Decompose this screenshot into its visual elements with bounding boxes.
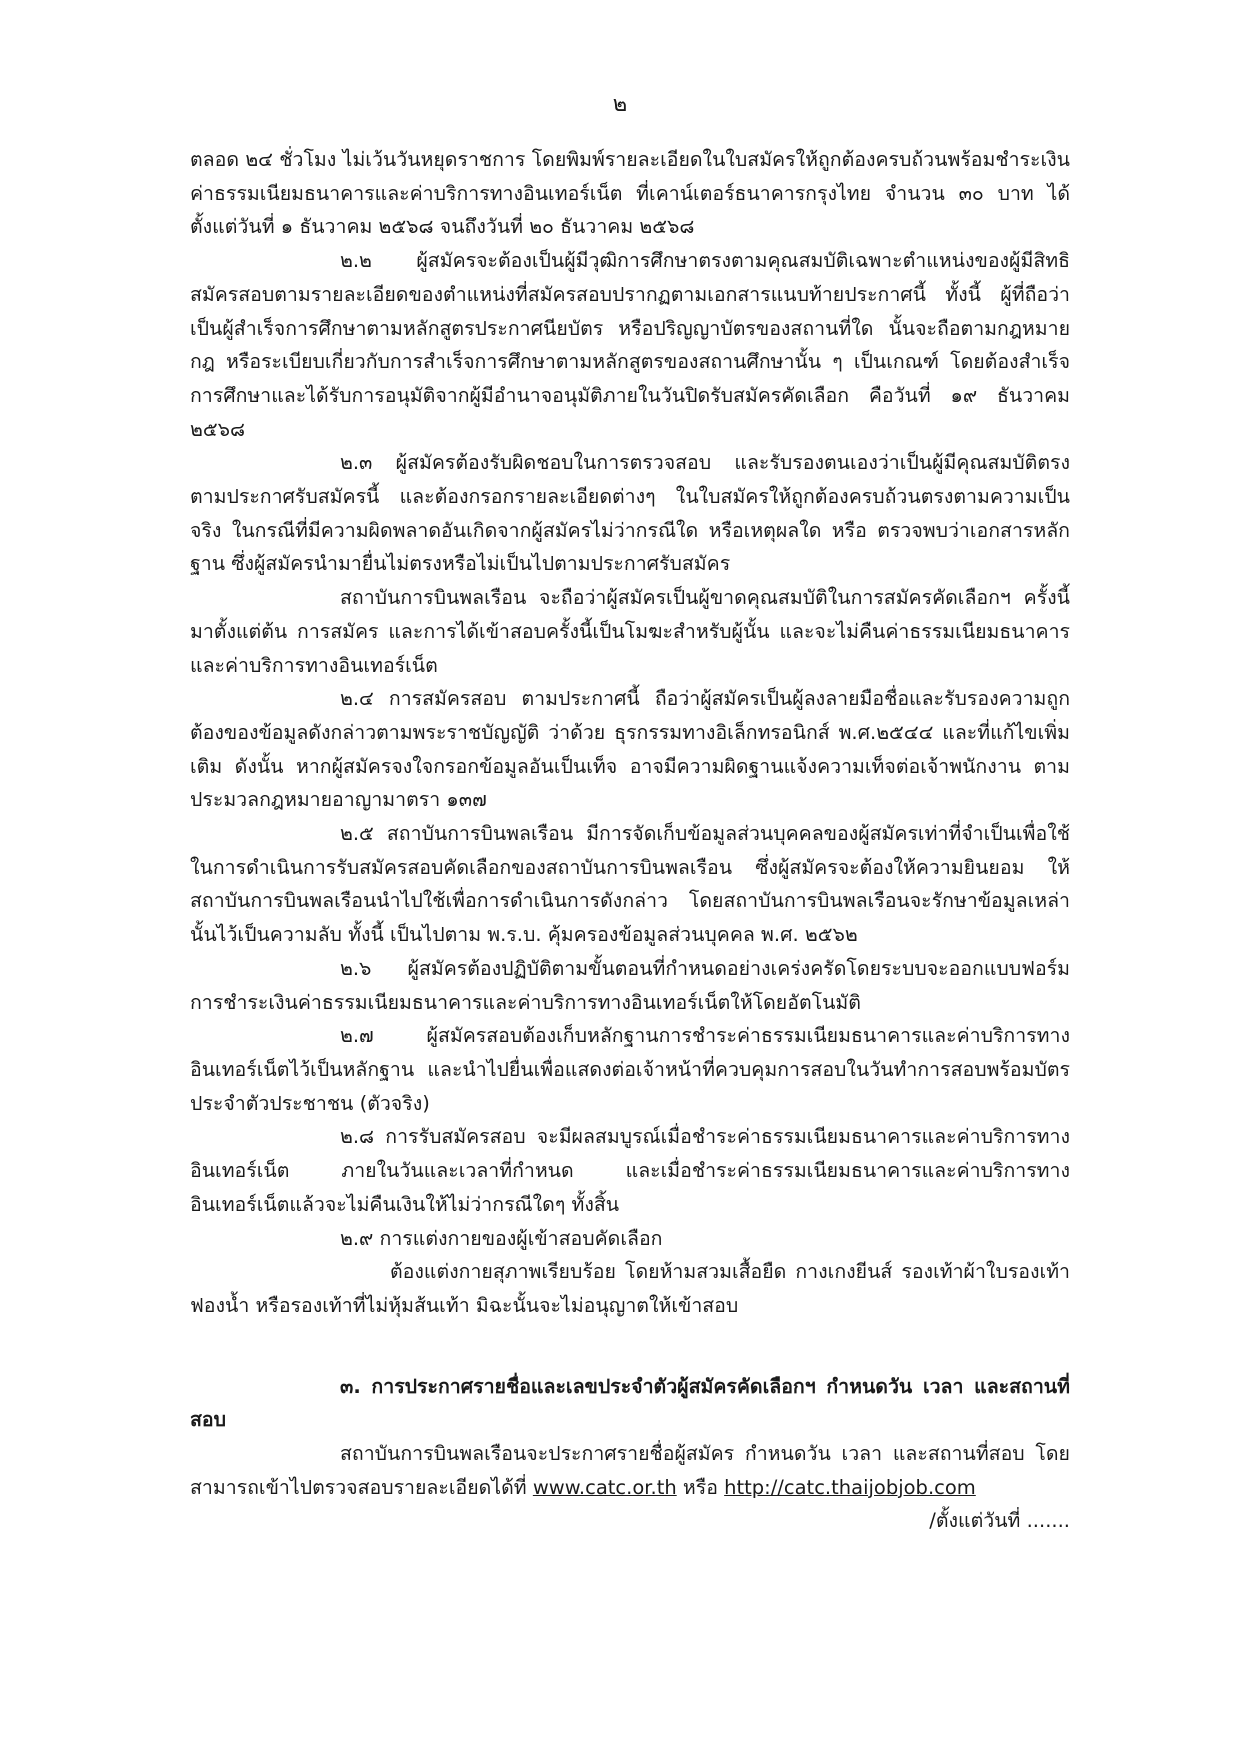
clause-2-3-consequence: สถาบันการบินพลเรือน จะถือว่าผู้สมัครเป็นผู้ขาดคุณสมบัติในการสมัครคัดเลือกฯ ครั้งนี้มาตั้งแต่ต้น การสมัคร และการได้เข้าสอบครั้งนี้เป็นโมฆะสำหรับผู้นั้น และจะไม่คืนค่าธรรมเนียมธนาคารและค่าบริการทางอินเทอร์เน็ต	[190, 586, 1070, 677]
clause-2-9: ๒.๙ การแต่งกายของผู้เข้าสอบคัดเลือก	[340, 1226, 663, 1250]
clause-2-6: ๒.๖ ผู้สมัครต้องปฏิบัติตามขั้นตอนที่กำหนดอย่างเคร่งครัดโดยระบบจะออกแบบฟอร์มการชำระเงินค่าธรรมเนียมธนาคารและค่าบริการทางอินเทอร์เน็ตให้โดยอัตโนมัติ	[190, 956, 1070, 1014]
clause-2-8: ๒.๘ การรับสมัครสอบ จะมีผลสมบูรณ์เมื่อชำระค่าธรรมเนียมธนาคารและค่าบริการทางอินเทอร์เน็ต ภายในวันและเวลาที่กำหนด และเมื่อชำระค่าธรรมเนียมธนาคารและค่าบริการทางอินเทอร์เน็ตแล้วจะไม่คืนเงินให้ไม่ว่ากรณีใดๆ ทั้งสิ้น	[190, 1125, 1070, 1216]
section-3-body	[190, 1437, 1070, 1504]
section-3-heading: ๓. การประกาศรายชื่อและเลขประจำตัวผู้สมัครคัดเลือกฯ กำหนดวัน เวลา และสถานที่สอบ	[190, 1374, 1070, 1432]
section-3-text: สถาบันการบินพลเรือนจะประกาศรายชื่อผู้สมัคร กำหนดวัน เวลา และสถานที่สอบ โดยสามารถเข้าไปตรวจสอบรายละเอียดได้ที่	[190, 1442, 1070, 1499]
clause-2-2: ๒.๒ ผู้สมัครจะต้องเป็นผู้มีวุฒิการศึกษาตรงตามคุณสมบัติเฉพาะตำแหน่งของผู้มีสิทธิสมัครสอบตามรายละเอียดของตำแหน่งที่สมัครสอบปรากฏตามเอกสารแนบท้ายประกาศนี้ ทั้งนี้ ผู้ที่ถือว่าเป็นผู้สำเร็จการศึกษาตามหลักสูตรประกาศนียบัตร หรือปริญญาบัตรของสถานที่ใด นั้นจะถือตามกฎหมาย กฎ หรือระเบียบเกี่ยวกับการสำเร็จการศึกษาตามหลักสูตรของสถานศึกษานั้น ๆ เป็นเกณฑ์ โดยต้องสำเร็จการศึกษาและได้รับการอนุมัติจากผู้มีอำนาจอนุมัติภายในวันปิดรับสมัครคัดเลือก คือวันที่ ๑๙ ธันวาคม ๒๕๖๘	[190, 249, 1070, 441]
thaijobjob-link[interactable]: http://catc.thaijobjob.com	[724, 1475, 976, 1499]
catc-website-link[interactable]: www.catc.or.th	[532, 1475, 677, 1499]
clause-2-7: ๒.๗ ผู้สมัครสอบต้องเก็บหลักฐานการชำระค่าธรรมเนียมธนาคารและค่าบริการทางอินเทอร์เน็ตไว้เป็นหลักฐาน และนำไปยื่นเพื่อแสดงต่อเจ้าหน้าที่ควบคุมการสอบในวันทำการสอบพร้อมบัตรประจำตัวประชาชน (ตัวจริง)	[190, 1024, 1070, 1115]
intro-paragraph: ตลอด ๒๔ ชั่วโมง ไม่เว้นวันหยุดราชการ โดยพิมพ์รายละเอียดในใบสมัครให้ถูกต้องครบถ้วนพร้อมชำระเงินค่าธรรมเนียมธนาคารและค่าบริการทางอินเทอร์เน็ต ที่เคาน์เตอร์ธนาคารกรุงไทย จำนวน ๓๐ บาท ได้ตั้งแต่วันที่ ๑ ธันวาคม ๒๕๖๘ จนถึงวันที่ ๒๐ ธันวาคม ๒๕๖๘	[190, 148, 1070, 239]
clause-2-4: ๒.๔ การสมัครสอบ ตามประกาศนี้ ถือว่าผู้สมัครเป็นผู้ลงลายมือชื่อและรับรองความถูกต้องของข้อมูลดังกล่าวตามพระราชบัญญัติ ว่าด้วย ธุรกรรมทางอิเล็กทรอนิกส์ พ.ศ.๒๕๔๔ และที่แก้ไขเพิ่มเติม ดังนั้น หากผู้สมัครจงใจกรอกข้อมูลอันเป็นเท็จ อาจมีความผิดฐานแจ้งความเท็จต่อเจ้าพนักงาน ตามประมวลกฎหมายอาญามาตรา ๑๓๗	[190, 687, 1070, 812]
document-body	[190, 143, 1070, 1538]
clause-2-3: ๒.๓ ผู้สมัครต้องรับผิดชอบในการตรวจสอบ และรับรองตนเองว่าเป็นผู้มีคุณสมบัติตรงตามประกาศรับสมัครนี้ และต้องกรอกรายละเอียดต่างๆ ในใบสมัครให้ถูกต้องครบถ้วนตรงตามความเป็นจริง ในกรณีที่มีความผิดพลาดอันเกิดจากผู้สมัครไม่ว่ากรณีใด หรือเหตุผลใด หรือ ตรวจพบว่าเอกสารหลักฐาน ซึ่งผู้สมัครนำมายื่นไม่ตรงหรือไม่เป็นไปตามประกาศรับสมัคร	[190, 451, 1070, 576]
link-separator: หรือ	[676, 1475, 725, 1499]
continuation-marker: /ตั้งแต่วันที่ .......	[929, 1509, 1070, 1533]
clause-2-5: ๒.๕ สถาบันการบินพลเรือน มีการจัดเก็บข้อมูลส่วนบุคคลของผู้สมัครเท่าที่จำเป็นเพื่อใช้ในการดำเนินการรับสมัครสอบคัดเลือกของสถาบันการบินพลเรือน ซึ่งผู้สมัครจะต้องให้ความยินยอม ให้สถาบันการบินพลเรือนนำไปใช้เพื่อการดำเนินการดังกล่าว โดยสถาบันการบินพลเรือนจะรักษาข้อมูลเหล่านั้นไว้เป็นความลับ ทั้งนี้ เป็นไปตาม พ.ร.บ. คุ้มครองข้อมูลส่วนบุคคล พ.ศ. ๒๕๖๒	[190, 822, 1070, 947]
clause-2-9-dress-code: ต้องแต่งกายสุภาพเรียบร้อย โดยห้ามสวมเสื้อยืด กางเกงยีนส์ รองเท้าผ้าใบรองเท้าฟองน้ำ หรือรองเท้าที่ไม่หุ้มส้นเท้า มิฉะนั้นจะไม่อนุญาตให้เข้าสอบ	[190, 1260, 1070, 1317]
page-number: ๒	[612, 92, 628, 117]
